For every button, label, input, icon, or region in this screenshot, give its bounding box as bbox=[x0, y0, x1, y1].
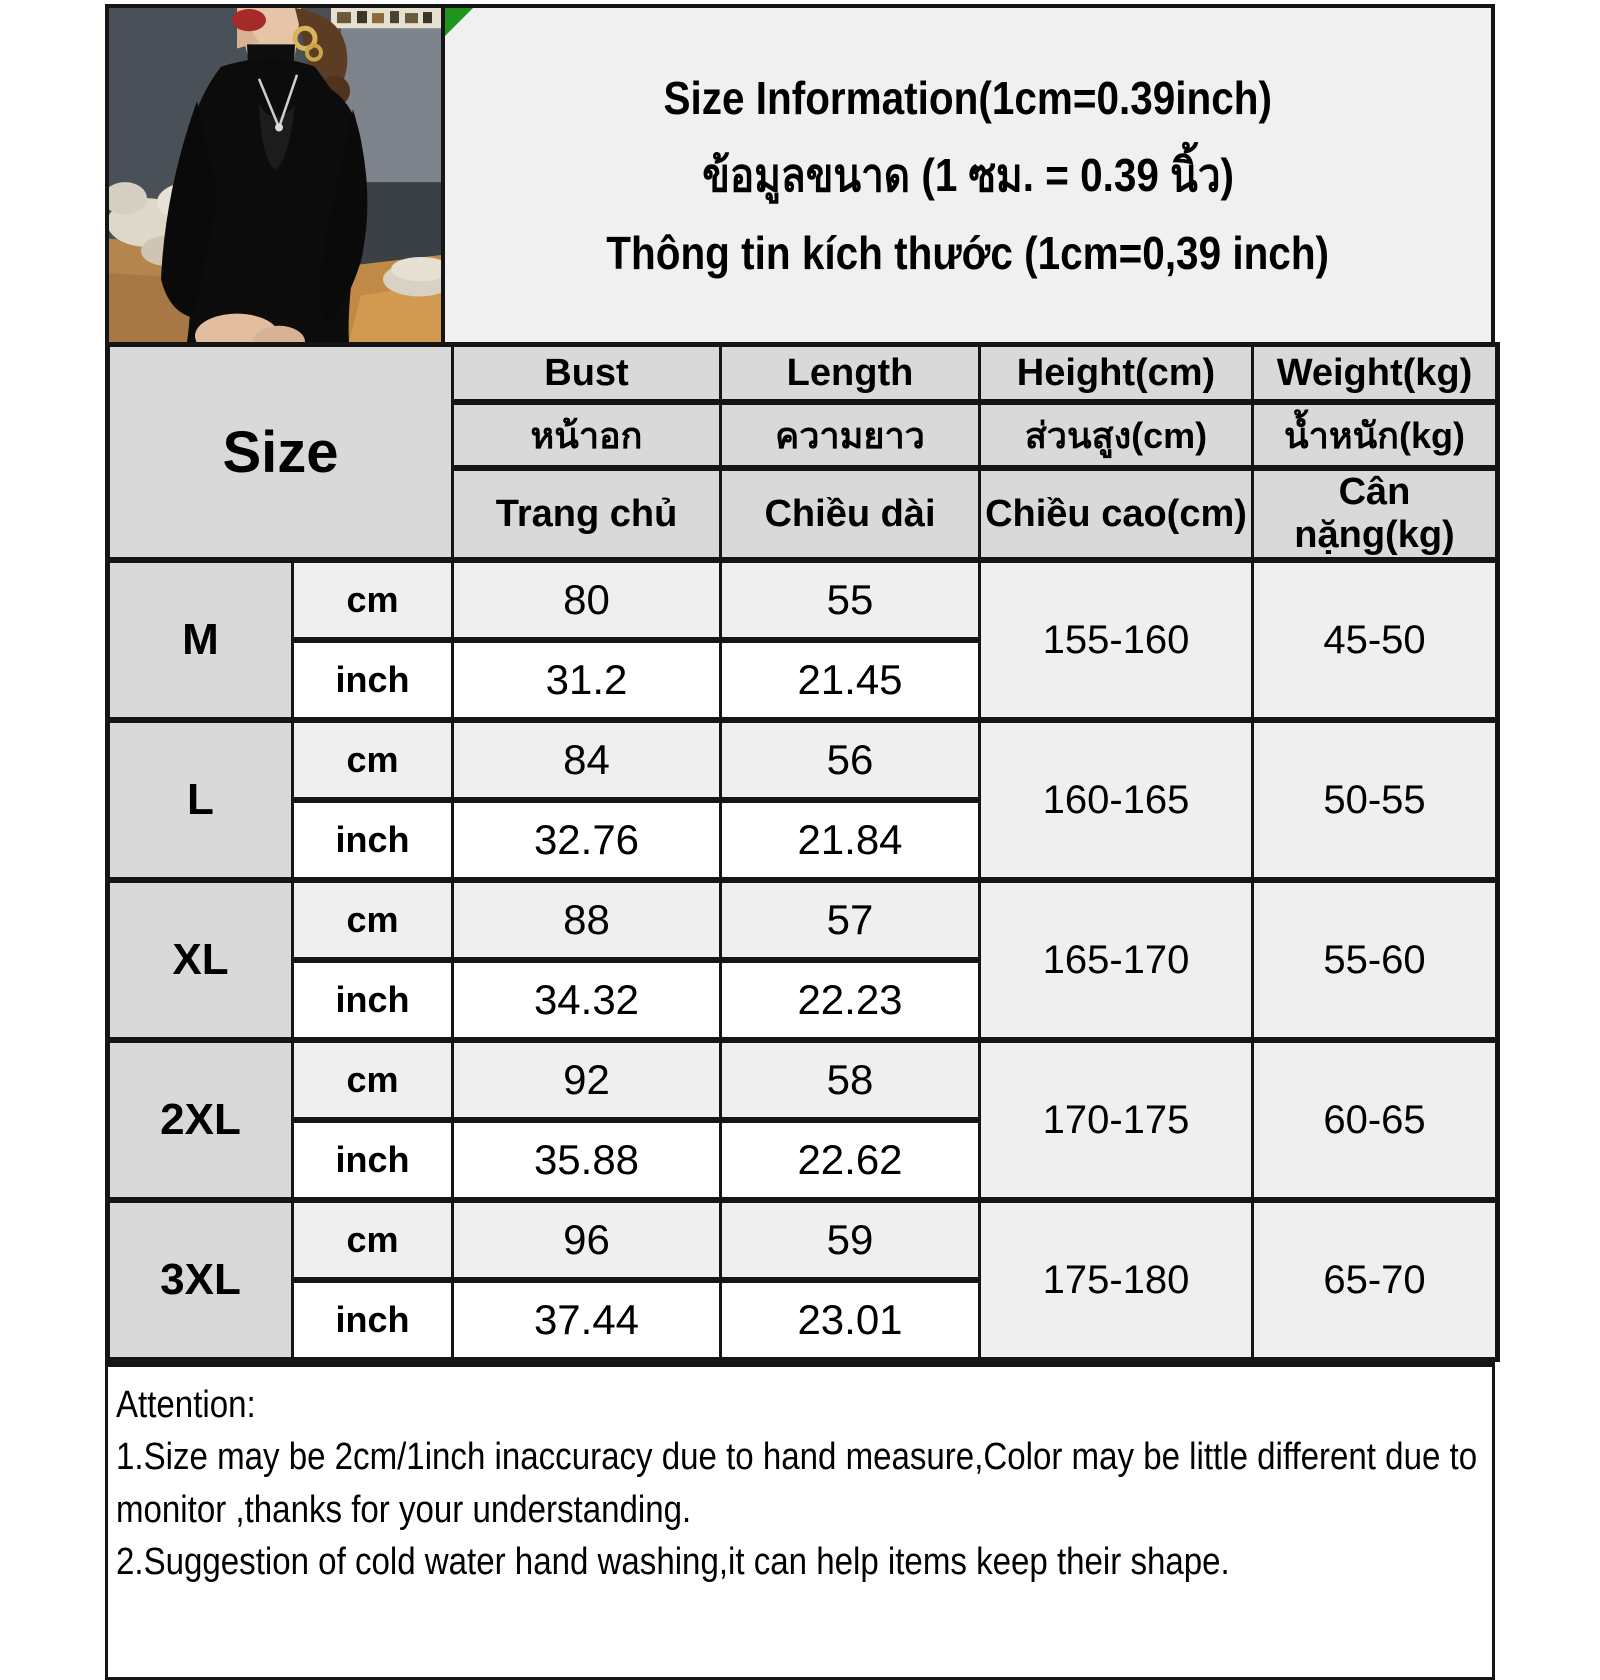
length-inch-value: 21.84 bbox=[721, 800, 980, 880]
length-inch-value: 22.62 bbox=[721, 1120, 980, 1200]
bust-inch-value: 37.44 bbox=[453, 1280, 721, 1360]
length-inch-value: 21.45 bbox=[721, 640, 980, 720]
length-cm-value: 56 bbox=[721, 720, 980, 800]
unit-inch: inch bbox=[293, 800, 453, 880]
bust-cm-value: 92 bbox=[453, 1040, 721, 1120]
attention-heading: Attention: bbox=[116, 1384, 256, 1426]
header-height-en: Height(cm) bbox=[980, 345, 1253, 403]
title-panel bbox=[445, 4, 1495, 342]
top-section bbox=[105, 4, 1495, 342]
height-range: 160-165 bbox=[980, 720, 1253, 880]
unit-cm: cm bbox=[293, 720, 453, 800]
length-inch-value: 23.01 bbox=[721, 1280, 980, 1360]
header-length-en: Length bbox=[721, 345, 980, 403]
weight-range: 50-55 bbox=[1253, 720, 1498, 880]
header-weight-en: Weight(kg) bbox=[1253, 345, 1498, 403]
height-range: 155-160 bbox=[980, 560, 1253, 720]
header-length-th: ความยาว bbox=[721, 402, 980, 468]
size-chart-table bbox=[105, 342, 1500, 1362]
size-label-m: M bbox=[108, 560, 293, 720]
unit-cm: cm bbox=[293, 880, 453, 960]
header-bust-th: หน้าอก bbox=[453, 402, 721, 468]
attention-note-1: 1.Size may be 2cm/1inch inaccuracy due to hand measure,Color may be little different due to monitor ,thanks for your understanding. bbox=[116, 1436, 1478, 1531]
length-cm-value: 58 bbox=[721, 1040, 980, 1120]
unit-inch: inch bbox=[293, 1280, 453, 1360]
header-bust-en: Bust bbox=[453, 345, 721, 403]
size-label-l: L bbox=[108, 720, 293, 880]
header-weight-th: น้ำหนัก(kg) bbox=[1253, 402, 1498, 468]
bust-inch-value: 35.88 bbox=[453, 1120, 721, 1200]
length-inch-value: 22.23 bbox=[721, 960, 980, 1040]
length-cm-value: 55 bbox=[721, 560, 980, 640]
weight-range: 55-60 bbox=[1253, 880, 1498, 1040]
weight-range: 45-50 bbox=[1253, 560, 1498, 720]
height-range: 170-175 bbox=[980, 1040, 1253, 1200]
length-cm-value: 57 bbox=[721, 880, 980, 960]
bust-cm-value: 80 bbox=[453, 560, 721, 640]
weight-range: 60-65 bbox=[1253, 1040, 1498, 1200]
bust-cm-value: 84 bbox=[453, 720, 721, 800]
header-weight-vi: Cân nặng(kg) bbox=[1253, 468, 1498, 560]
product-photo bbox=[105, 4, 445, 342]
title-thai: ข้อมูลขนาด (1 ซม. = 0.39 นิ้ว) bbox=[702, 148, 1234, 201]
height-range: 165-170 bbox=[980, 880, 1253, 1040]
unit-inch: inch bbox=[293, 960, 453, 1040]
header-length-vi: Chiều dài bbox=[721, 468, 980, 560]
bust-cm-value: 96 bbox=[453, 1200, 721, 1280]
size-label-3xl: 3XL bbox=[108, 1200, 293, 1360]
product-photo-illustration bbox=[109, 8, 441, 342]
unit-inch: inch bbox=[293, 1120, 453, 1200]
bust-inch-value: 34.32 bbox=[453, 960, 721, 1040]
unit-cm: cm bbox=[293, 1040, 453, 1120]
attention-box bbox=[105, 1362, 1495, 1680]
size-label-2xl: 2XL bbox=[108, 1040, 293, 1200]
green-corner-icon bbox=[445, 8, 473, 36]
unit-inch: inch bbox=[293, 640, 453, 720]
header-size: Size bbox=[108, 345, 453, 561]
unit-cm: cm bbox=[293, 560, 453, 640]
title-vietnamese: Thông tin kích thước (1cm=0,39 inch) bbox=[606, 226, 1330, 279]
size-chart-page bbox=[105, 4, 1495, 1680]
size-label-xl: XL bbox=[108, 880, 293, 1040]
bust-inch-value: 31.2 bbox=[453, 640, 721, 720]
length-cm-value: 59 bbox=[721, 1200, 980, 1280]
header-height-vi: Chiều cao(cm) bbox=[980, 468, 1253, 560]
header-bust-vi: Trang chủ bbox=[453, 468, 721, 560]
attention-note-2: 2.Suggestion of cold water hand washing,it can help items keep their shape. bbox=[116, 1541, 1230, 1584]
weight-range: 65-70 bbox=[1253, 1200, 1498, 1360]
title-english: Size Information(1cm=0.39inch) bbox=[663, 71, 1273, 124]
height-range: 175-180 bbox=[980, 1200, 1253, 1360]
bust-cm-value: 88 bbox=[453, 880, 721, 960]
header-height-th: ส่วนสูง(cm) bbox=[980, 402, 1253, 468]
unit-cm: cm bbox=[293, 1200, 453, 1280]
bust-inch-value: 32.76 bbox=[453, 800, 721, 880]
